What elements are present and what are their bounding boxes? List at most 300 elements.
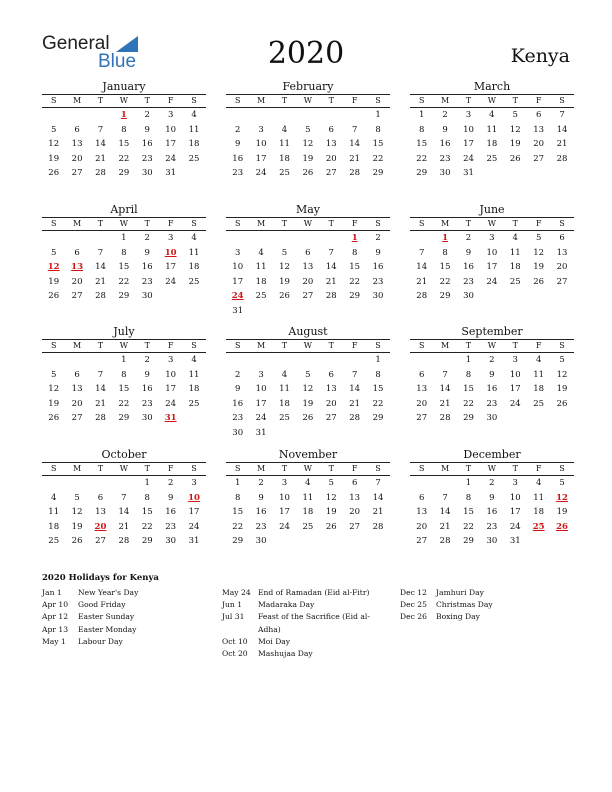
day-cell: 29 bbox=[118, 168, 130, 178]
week-row bbox=[42, 382, 206, 397]
day-cell: 6 bbox=[418, 492, 425, 503]
empty-day-cell bbox=[410, 353, 433, 368]
week-row bbox=[226, 505, 390, 520]
weekday-label: W bbox=[303, 341, 312, 350]
day-cell: 24 bbox=[255, 168, 267, 178]
day-cell: 5 bbox=[512, 110, 518, 120]
empty-day-cell bbox=[504, 289, 527, 304]
day-cell: 21 bbox=[372, 507, 384, 517]
month-name: November bbox=[226, 447, 390, 463]
day-cell: 6 bbox=[305, 247, 311, 258]
weekday-label: S bbox=[191, 96, 197, 105]
day-cell: 23 bbox=[141, 398, 153, 409]
day-cell: 26 bbox=[302, 168, 314, 178]
weekday-label: T bbox=[512, 219, 518, 228]
week-row bbox=[410, 382, 574, 397]
holiday-entry bbox=[222, 648, 402, 660]
weekday-label: S bbox=[50, 341, 57, 350]
empty-day-cell bbox=[273, 304, 296, 319]
country-title: Kenya bbox=[510, 45, 570, 67]
month-name: August bbox=[226, 324, 390, 340]
weekday-label: W bbox=[303, 219, 312, 228]
weekday-label: F bbox=[351, 219, 358, 228]
day-cell: 25 bbox=[279, 413, 290, 423]
weekday-label: T bbox=[281, 464, 288, 473]
empty-day-cell bbox=[320, 353, 343, 368]
day-cell: 26 bbox=[302, 413, 314, 423]
holiday-name: Easter Sunday bbox=[78, 612, 135, 622]
day-cell: 28 bbox=[372, 521, 384, 532]
day-cell: 4 bbox=[191, 233, 197, 243]
empty-day-cell bbox=[273, 231, 296, 246]
weekday-label: T bbox=[97, 96, 104, 105]
day-cell: 12 bbox=[302, 139, 314, 149]
weekday-label: W bbox=[303, 96, 312, 105]
weekday-label: S bbox=[191, 464, 197, 473]
empty-day-cell bbox=[249, 108, 272, 123]
week-row bbox=[226, 123, 390, 138]
day-cell: 18 bbox=[302, 507, 314, 517]
weekday-label: T bbox=[512, 341, 518, 350]
empty-day-cell bbox=[550, 289, 573, 304]
weekday-label: S bbox=[234, 341, 241, 350]
day-cell: 2 bbox=[258, 478, 264, 488]
empty-day-cell bbox=[343, 426, 366, 441]
weekday-label: T bbox=[97, 341, 104, 350]
week-row bbox=[42, 397, 206, 412]
weekday-label: F bbox=[535, 219, 542, 228]
holiday-day: 1 bbox=[351, 233, 358, 243]
day-cell: 28 bbox=[349, 413, 361, 423]
day-cell: 11 bbox=[279, 139, 290, 149]
day-cell: 19 bbox=[71, 521, 83, 532]
weekday-label: F bbox=[351, 464, 358, 473]
holiday-date: Dec 25 bbox=[400, 600, 427, 610]
day-cell: 13 bbox=[416, 507, 428, 517]
day-cell: 13 bbox=[533, 124, 545, 135]
day-cell: 7 bbox=[442, 369, 448, 380]
day-cell: 12 bbox=[556, 369, 568, 380]
holiday-date: Dec 26 bbox=[400, 612, 427, 622]
weekday-label: T bbox=[465, 219, 472, 228]
day-cell: 3 bbox=[167, 110, 174, 120]
day-cell: 15 bbox=[439, 262, 451, 272]
day-cell: 30 bbox=[141, 168, 153, 178]
day-cell: 23 bbox=[486, 521, 498, 532]
weekday-label: W bbox=[119, 464, 128, 473]
empty-day-cell bbox=[527, 411, 550, 426]
day-cell: 18 bbox=[188, 262, 200, 272]
day-cell: 24 bbox=[188, 521, 200, 532]
day-cell: 20 bbox=[349, 507, 361, 517]
day-cell: 24 bbox=[165, 276, 177, 287]
week-row bbox=[226, 534, 390, 549]
day-cell: 23 bbox=[232, 413, 244, 423]
holiday-list-title: 2020 Holidays for Kenya bbox=[42, 573, 159, 583]
month-january bbox=[42, 79, 206, 181]
day-cell: 28 bbox=[439, 536, 451, 546]
weekday-label: S bbox=[191, 219, 197, 228]
day-cell: 27 bbox=[556, 276, 568, 287]
day-cell: 25 bbox=[279, 168, 290, 178]
empty-day-cell bbox=[89, 476, 112, 491]
week-row bbox=[226, 411, 390, 426]
day-cell: 3 bbox=[234, 247, 241, 258]
day-cell: 14 bbox=[95, 384, 106, 394]
year-title: 2020 bbox=[267, 36, 345, 71]
month-name: April bbox=[42, 202, 206, 218]
day-cell: 18 bbox=[188, 139, 200, 149]
day-cell: 11 bbox=[302, 492, 314, 503]
day-cell: 8 bbox=[121, 247, 127, 258]
day-cell: 7 bbox=[418, 247, 425, 258]
day-cell: 25 bbox=[188, 276, 200, 287]
day-cell: 15 bbox=[118, 139, 130, 149]
day-cell: 9 bbox=[234, 139, 241, 149]
weekday-label: S bbox=[50, 96, 57, 105]
day-cell: 26 bbox=[509, 153, 521, 164]
weekday-header bbox=[410, 218, 574, 231]
day-cell: 3 bbox=[258, 124, 264, 135]
empty-day-cell bbox=[89, 231, 112, 246]
day-cell: 27 bbox=[416, 536, 428, 546]
day-cell: 8 bbox=[144, 492, 150, 503]
weekday-label: F bbox=[535, 464, 542, 473]
day-cell: 15 bbox=[232, 507, 244, 517]
week-row bbox=[226, 353, 390, 368]
day-cell: 15 bbox=[372, 139, 384, 149]
day-cell: 4 bbox=[489, 110, 495, 120]
day-cell: 29 bbox=[439, 291, 451, 301]
empty-day-cell bbox=[343, 108, 366, 123]
day-cell: 25 bbox=[533, 398, 545, 409]
weekday-label: T bbox=[328, 219, 334, 228]
day-cell: 9 bbox=[144, 369, 150, 380]
empty-day-cell bbox=[249, 231, 272, 246]
day-cell: 11 bbox=[533, 369, 545, 380]
day-cell: 1 bbox=[375, 355, 381, 365]
day-cell: 19 bbox=[556, 507, 568, 517]
week-row bbox=[42, 476, 206, 491]
day-cell: 2 bbox=[234, 369, 241, 380]
holiday-entry bbox=[400, 587, 580, 599]
weekday-label: T bbox=[144, 96, 150, 105]
week-row bbox=[42, 260, 206, 275]
day-cell: 2 bbox=[234, 124, 241, 135]
month-name: December bbox=[410, 447, 574, 463]
day-cell: 23 bbox=[232, 168, 244, 178]
day-cell: 21 bbox=[349, 153, 361, 164]
weekday-label: T bbox=[281, 96, 288, 105]
holiday-entry bbox=[400, 599, 580, 611]
day-cell: 14 bbox=[349, 139, 361, 149]
day-cell: 21 bbox=[95, 153, 106, 164]
day-cell: 28 bbox=[118, 536, 130, 546]
day-cell: 17 bbox=[255, 153, 267, 164]
day-cell: 14 bbox=[95, 139, 106, 149]
day-cell: 2 bbox=[167, 478, 174, 488]
day-cell: 19 bbox=[48, 276, 60, 287]
week-row bbox=[410, 353, 574, 368]
day-cell: 1 bbox=[465, 478, 472, 488]
day-cell: 3 bbox=[489, 233, 495, 243]
day-cell: 19 bbox=[279, 276, 290, 287]
empty-day-cell bbox=[433, 476, 456, 491]
week-row bbox=[42, 137, 206, 152]
day-cell: 15 bbox=[372, 384, 384, 394]
day-cell: 6 bbox=[559, 233, 565, 243]
empty-day-cell bbox=[226, 353, 249, 368]
day-cell: 10 bbox=[509, 492, 521, 503]
day-cell: 24 bbox=[509, 398, 521, 409]
empty-day-cell bbox=[273, 534, 296, 549]
empty-day-cell bbox=[42, 476, 65, 491]
month-december bbox=[410, 447, 574, 549]
empty-day-cell bbox=[433, 353, 456, 368]
week-row bbox=[42, 289, 206, 304]
empty-day-cell bbox=[410, 476, 433, 491]
day-cell: 12 bbox=[71, 507, 83, 517]
holiday-date: Jul 31 bbox=[222, 612, 245, 622]
day-cell: 26 bbox=[48, 413, 60, 423]
weekday-label: M bbox=[256, 341, 266, 350]
empty-day-cell bbox=[550, 411, 573, 426]
day-cell: 7 bbox=[442, 492, 448, 503]
day-cell: 25 bbox=[486, 153, 498, 164]
month-march bbox=[410, 79, 574, 181]
holiday-name: End of Ramadan (Eid al-Fitr) bbox=[258, 588, 370, 597]
weekday-header bbox=[410, 95, 574, 108]
holiday-date: Jan 1 bbox=[42, 588, 62, 597]
day-cell: 18 bbox=[509, 262, 521, 272]
empty-day-cell bbox=[112, 476, 135, 491]
day-cell: 15 bbox=[118, 384, 130, 394]
holiday-name: Boxing Day bbox=[436, 612, 480, 622]
day-cell: 27 bbox=[349, 521, 361, 532]
week-row bbox=[42, 123, 206, 138]
holiday-name: Mashujaa Day bbox=[258, 648, 313, 658]
day-cell: 26 bbox=[533, 276, 545, 287]
month-august bbox=[226, 324, 390, 440]
day-cell: 19 bbox=[556, 384, 568, 394]
holiday-day: 26 bbox=[556, 521, 568, 532]
day-cell: 5 bbox=[305, 124, 311, 135]
empty-day-cell bbox=[296, 426, 319, 441]
weekday-label: T bbox=[144, 341, 150, 350]
week-row bbox=[42, 152, 206, 167]
day-cell: 13 bbox=[349, 492, 361, 503]
weekday-label: F bbox=[167, 96, 174, 105]
day-cell: 22 bbox=[118, 398, 130, 409]
empty-day-cell bbox=[226, 231, 249, 246]
day-cell: 10 bbox=[463, 124, 474, 135]
week-row bbox=[410, 491, 574, 506]
day-cell: 7 bbox=[328, 247, 334, 258]
holiday-entry bbox=[222, 587, 402, 599]
day-cell: 16 bbox=[372, 262, 384, 272]
day-cell: 30 bbox=[486, 536, 498, 546]
day-cell: 15 bbox=[118, 262, 130, 272]
day-cell: 1 bbox=[234, 478, 241, 488]
day-cell: 18 bbox=[533, 384, 545, 394]
day-cell: 7 bbox=[351, 124, 358, 135]
day-cell: 27 bbox=[325, 413, 337, 423]
weekday-label: M bbox=[440, 96, 450, 105]
weekday-label: M bbox=[256, 464, 266, 473]
weekday-label: M bbox=[72, 219, 82, 228]
weekday-label: S bbox=[234, 96, 241, 105]
day-cell: 22 bbox=[372, 398, 384, 409]
holiday-entry bbox=[42, 611, 222, 623]
day-cell: 28 bbox=[349, 168, 361, 178]
day-cell: 22 bbox=[463, 398, 474, 409]
week-row bbox=[226, 426, 390, 441]
weekday-label: S bbox=[418, 96, 425, 105]
day-cell: 23 bbox=[255, 521, 267, 532]
day-cell: 21 bbox=[439, 398, 451, 409]
day-cell: 22 bbox=[349, 276, 361, 287]
day-cell: 20 bbox=[325, 398, 337, 409]
day-cell: 3 bbox=[512, 478, 518, 488]
month-june bbox=[410, 202, 574, 304]
day-cell: 2 bbox=[465, 233, 472, 243]
empty-day-cell bbox=[343, 353, 366, 368]
holiday-date: Apr 10 bbox=[42, 600, 69, 610]
empty-day-cell bbox=[249, 304, 272, 319]
holiday-day: 13 bbox=[71, 262, 83, 272]
day-cell: 10 bbox=[165, 124, 177, 135]
empty-day-cell bbox=[182, 166, 205, 181]
week-row bbox=[226, 260, 390, 275]
day-cell: 29 bbox=[232, 536, 244, 546]
week-row bbox=[226, 476, 390, 491]
day-cell: 2 bbox=[144, 355, 150, 365]
week-row bbox=[226, 137, 390, 152]
day-cell: 2 bbox=[144, 233, 150, 243]
empty-day-cell bbox=[366, 534, 389, 549]
day-cell: 30 bbox=[463, 291, 474, 301]
day-cell: 17 bbox=[232, 276, 244, 287]
weekday-label: M bbox=[256, 96, 266, 105]
empty-day-cell bbox=[550, 166, 573, 181]
day-cell: 19 bbox=[325, 507, 337, 517]
empty-day-cell bbox=[320, 426, 343, 441]
weekday-label: S bbox=[418, 464, 425, 473]
day-cell: 6 bbox=[328, 124, 334, 135]
day-cell: 7 bbox=[375, 478, 381, 488]
day-cell: 4 bbox=[281, 369, 288, 380]
day-cell: 23 bbox=[463, 276, 474, 287]
day-cell: 20 bbox=[416, 398, 428, 409]
week-row bbox=[410, 260, 574, 275]
empty-day-cell bbox=[296, 304, 319, 319]
day-cell: 4 bbox=[258, 247, 264, 258]
empty-day-cell bbox=[273, 426, 296, 441]
week-row bbox=[226, 289, 390, 304]
holiday-name: New Year's Day bbox=[78, 588, 139, 597]
day-cell: 31 bbox=[165, 168, 177, 178]
day-cell: 15 bbox=[463, 384, 474, 394]
week-row bbox=[410, 123, 574, 138]
week-row bbox=[42, 505, 206, 520]
day-cell: 3 bbox=[512, 355, 518, 365]
day-cell: 6 bbox=[74, 124, 80, 135]
day-cell: 5 bbox=[50, 247, 57, 258]
empty-day-cell bbox=[273, 108, 296, 123]
holiday-name: Christmas Day bbox=[436, 600, 493, 610]
week-row bbox=[42, 353, 206, 368]
day-cell: 5 bbox=[535, 233, 542, 243]
holiday-name: Moi Day bbox=[258, 636, 291, 646]
day-cell: 26 bbox=[325, 521, 337, 532]
day-cell: 23 bbox=[439, 153, 451, 164]
holiday-entry bbox=[222, 599, 402, 611]
day-cell: 16 bbox=[141, 262, 153, 272]
day-cell: 29 bbox=[372, 413, 384, 423]
day-cell: 7 bbox=[97, 369, 104, 380]
weekday-label: M bbox=[72, 464, 82, 473]
empty-day-cell bbox=[410, 231, 433, 246]
day-cell: 11 bbox=[188, 369, 200, 380]
day-cell: 9 bbox=[489, 369, 495, 380]
day-cell: 16 bbox=[232, 398, 244, 409]
day-cell: 15 bbox=[463, 507, 474, 517]
week-row bbox=[226, 368, 390, 383]
day-cell: 17 bbox=[509, 384, 521, 394]
weekday-label: T bbox=[328, 464, 334, 473]
day-cell: 9 bbox=[234, 384, 241, 394]
empty-day-cell bbox=[226, 108, 249, 123]
day-cell: 30 bbox=[439, 168, 451, 178]
day-cell: 5 bbox=[305, 369, 311, 380]
day-cell: 13 bbox=[302, 262, 314, 272]
day-cell: 26 bbox=[71, 536, 83, 546]
weekday-header bbox=[42, 218, 206, 231]
day-cell: 28 bbox=[95, 168, 106, 178]
week-row bbox=[42, 246, 206, 261]
day-cell: 29 bbox=[349, 291, 361, 301]
weekday-label: S bbox=[191, 341, 197, 350]
empty-day-cell bbox=[182, 411, 205, 426]
day-cell: 20 bbox=[71, 276, 83, 287]
day-cell: 30 bbox=[141, 291, 153, 301]
day-cell: 27 bbox=[95, 536, 106, 546]
day-cell: 15 bbox=[349, 262, 361, 272]
day-cell: 17 bbox=[486, 262, 498, 272]
empty-day-cell bbox=[480, 289, 503, 304]
weekday-label: M bbox=[440, 341, 450, 350]
day-cell: 16 bbox=[255, 507, 267, 517]
day-cell: 29 bbox=[463, 413, 474, 423]
weekday-label: W bbox=[487, 96, 496, 105]
day-cell: 8 bbox=[375, 369, 381, 380]
holiday-date: Oct 20 bbox=[222, 648, 248, 658]
day-cell: 29 bbox=[118, 291, 130, 301]
day-cell: 20 bbox=[71, 398, 83, 409]
day-cell: 9 bbox=[442, 124, 448, 135]
day-cell: 12 bbox=[533, 247, 545, 258]
day-cell: 7 bbox=[121, 492, 127, 503]
day-cell: 22 bbox=[232, 521, 244, 532]
weekday-label: T bbox=[281, 219, 288, 228]
holiday-entry bbox=[42, 587, 222, 599]
day-cell: 21 bbox=[95, 276, 106, 287]
month-september bbox=[410, 324, 574, 426]
week-row bbox=[410, 411, 574, 426]
holiday-day: 12 bbox=[556, 492, 568, 503]
day-cell: 24 bbox=[279, 521, 290, 532]
holiday-day: 31 bbox=[164, 413, 177, 423]
